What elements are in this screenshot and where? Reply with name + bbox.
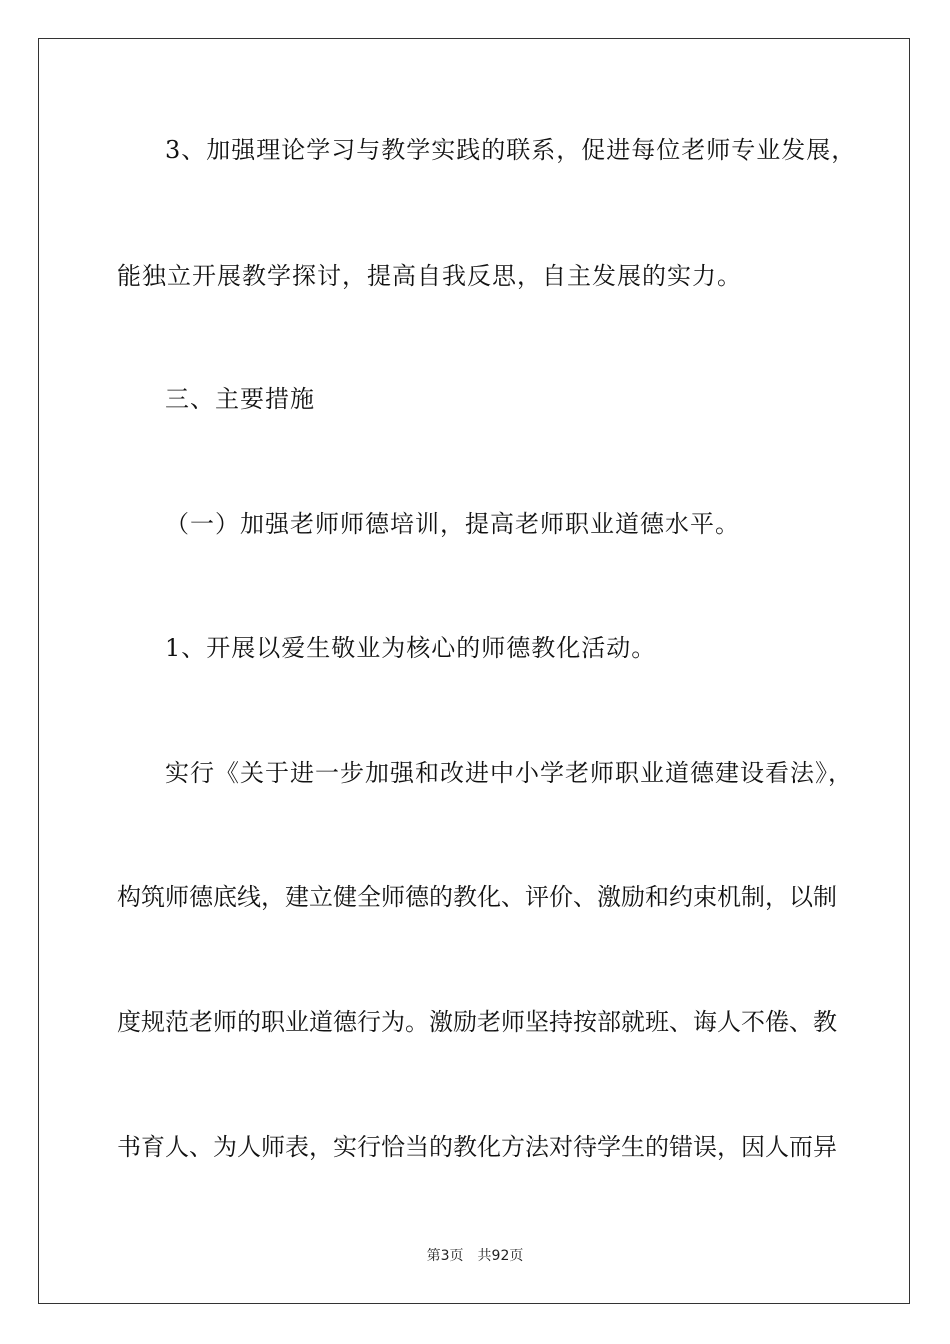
page-footer [0,1245,950,1265]
paragraph-line: 能独立开展教学探讨，提高自我反思，自主发展的实力。 [117,262,742,290]
page-border [38,38,910,1304]
page-total: 共92页 [477,1248,524,1264]
paragraph-line: 构筑师德底线，建立健全师德的教化、评价、激励和约束机制，以制 [117,883,837,911]
paragraph-line: 书育人、为人师表，实行恰当的教化方法对待学生的错误，因人而异 [117,1133,837,1161]
paragraph-line: 实行《关于进一步加强和改进中小学老师职业道德建设看法》， [165,759,853,787]
section-heading: 三、主要措施 [165,385,315,413]
paragraph-line: 度规范老师的职业道德行为。激励老师坚持按部就班、诲人不倦、教 [117,1008,837,1036]
paragraph-line: 3、加强理论学习与教学实践的联系，促进每位老师专业发展， [165,136,857,164]
page-number: 第3页 [426,1248,464,1264]
subsection-heading: （一）加强老师师德培训，提高老师职业道德水平。 [165,510,740,538]
paragraph-line: 1、开展以爱生敬业为核心的师德教化活动。 [165,634,657,662]
